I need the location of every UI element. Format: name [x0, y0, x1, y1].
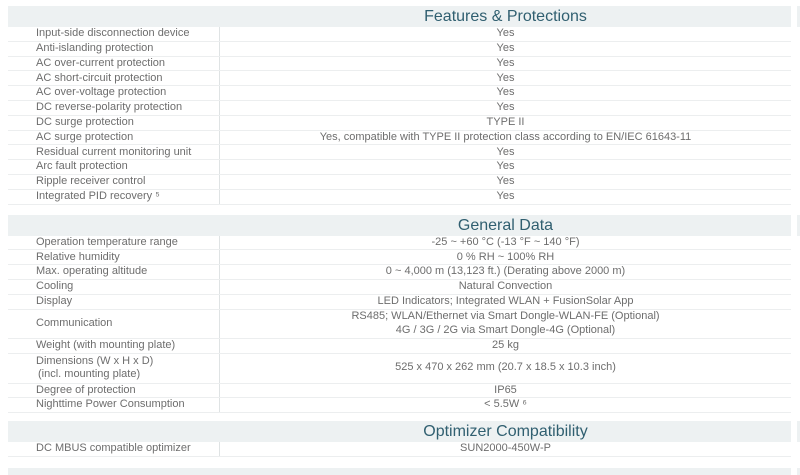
row-label: Ripple receiver control: [36, 175, 146, 188]
row-value: 25 kg: [492, 339, 519, 352]
row-value: Yes, compatible with TYPE II protection class according to EN/IEC 61643-11: [319, 130, 692, 143]
table-row: [8, 236, 791, 251]
row-label: AC over-voltage protection: [36, 86, 167, 99]
row-value-line1: RS485; WLAN/Ethernet via Smart Dongle-WLAN-FE (Optional): [351, 310, 660, 323]
table-row: [8, 42, 791, 57]
table-row: [8, 354, 791, 384]
row-value: 0 ~ 4,000 m (13,123 ft.) (Derating above 2000 m): [385, 265, 626, 278]
row-value: Yes: [496, 145, 515, 158]
row-label: DC surge protection: [36, 115, 134, 128]
row-value: Yes: [496, 71, 515, 84]
table-row: [8, 280, 791, 295]
table-row: [8, 190, 791, 205]
row-label: Display: [36, 294, 73, 307]
table-row: [8, 71, 791, 86]
row-value: Yes: [496, 86, 515, 99]
row-value: 525 x 470 x 262 mm (20.7 x 18.5 x 10.3 inch): [395, 361, 616, 374]
table-row: [8, 160, 791, 175]
section-gap: [8, 205, 791, 215]
table-row: [8, 27, 791, 42]
row-label: Max. operating altitude: [36, 265, 148, 278]
section-gap: [8, 413, 791, 421]
section-title: General Data: [457, 216, 554, 234]
table-row: [8, 86, 791, 101]
table-row: [8, 442, 791, 457]
row-value: 0 % RH ~ 100% RH: [456, 250, 555, 263]
row-value: -25 ~ +60 °C (-13 °F ~ 140 °F): [431, 235, 580, 248]
row-label: Cooling: [36, 280, 74, 293]
row-label-line1: Dimensions (W x H x D): [36, 354, 154, 367]
table-row: [8, 384, 791, 399]
section-rows-general-data: [8, 236, 791, 414]
table-row: [8, 116, 791, 131]
spec-table: [8, 6, 791, 475]
row-value-line2: 4G / 3G / 2G via Smart Dongle-4G (Optional): [395, 323, 616, 336]
row-label: AC over-current protection: [36, 56, 165, 69]
row-value: Yes: [496, 27, 515, 40]
table-row: [8, 101, 791, 116]
section-rows-features-protections: [8, 27, 791, 205]
section-title: Features & Protections: [424, 8, 587, 25]
table-row: [8, 57, 791, 72]
row-label: Weight (with mounting plate): [36, 339, 176, 352]
table-row: [8, 339, 791, 354]
row-value: [220, 310, 791, 337]
row-value: Natural Convection: [458, 280, 553, 293]
table-row: [8, 175, 791, 190]
row-label: Anti-islanding protection: [36, 41, 154, 54]
row-value: TYPE II: [486, 115, 525, 128]
section-title: Optimizer Compatibility: [423, 423, 588, 441]
table-row: [8, 310, 791, 340]
row-label: Input-side disconnection device: [36, 27, 190, 40]
row-value: < 5.5W ⁶: [484, 398, 527, 411]
table-row: [8, 398, 791, 413]
row-label: Residual current monitoring unit: [36, 145, 192, 158]
row-value: Yes: [496, 160, 515, 173]
row-label: Relative humidity: [36, 250, 120, 263]
row-value: IP65: [494, 383, 517, 396]
table-row: [8, 145, 791, 160]
table-row: [8, 295, 791, 310]
row-value: Yes: [496, 56, 515, 69]
table-row: [8, 250, 791, 265]
row-value: LED Indicators; Integrated WLAN + FusionSolar App: [377, 294, 634, 307]
row-value: Yes: [496, 189, 515, 202]
row-value: Yes: [496, 175, 515, 188]
table-row: [8, 131, 791, 146]
table-row: [8, 265, 791, 280]
row-label: DC MBUS compatible optimizer: [36, 442, 191, 455]
row-value: Yes: [496, 101, 515, 114]
row-label: AC short-circuit protection: [36, 71, 163, 84]
row-label: AC surge protection: [36, 130, 134, 143]
row-label: Communication: [36, 317, 113, 330]
section-rows-optimizer-compatibility: [8, 442, 791, 457]
row-label: DC reverse-polarity protection: [36, 101, 183, 114]
row-label: Integrated PID recovery ⁵: [36, 189, 160, 202]
section-header-general-data: [8, 215, 791, 236]
row-label: Degree of protection: [36, 383, 136, 396]
section-header-features-protections: [8, 6, 791, 27]
row-label-line2: (incl. mounting plate): [38, 368, 141, 381]
row-label: Nighttime Power Consumption: [36, 398, 185, 411]
row-value: SUN2000-450W-P: [460, 442, 551, 455]
section-header-truncated: [8, 468, 791, 475]
row-value: Yes: [496, 41, 515, 54]
section-gap: [8, 457, 791, 468]
row-label: Operation temperature range: [36, 235, 178, 248]
section-header-optimizer-compatibility: [8, 421, 791, 442]
row-label: Arc fault protection: [36, 160, 128, 173]
